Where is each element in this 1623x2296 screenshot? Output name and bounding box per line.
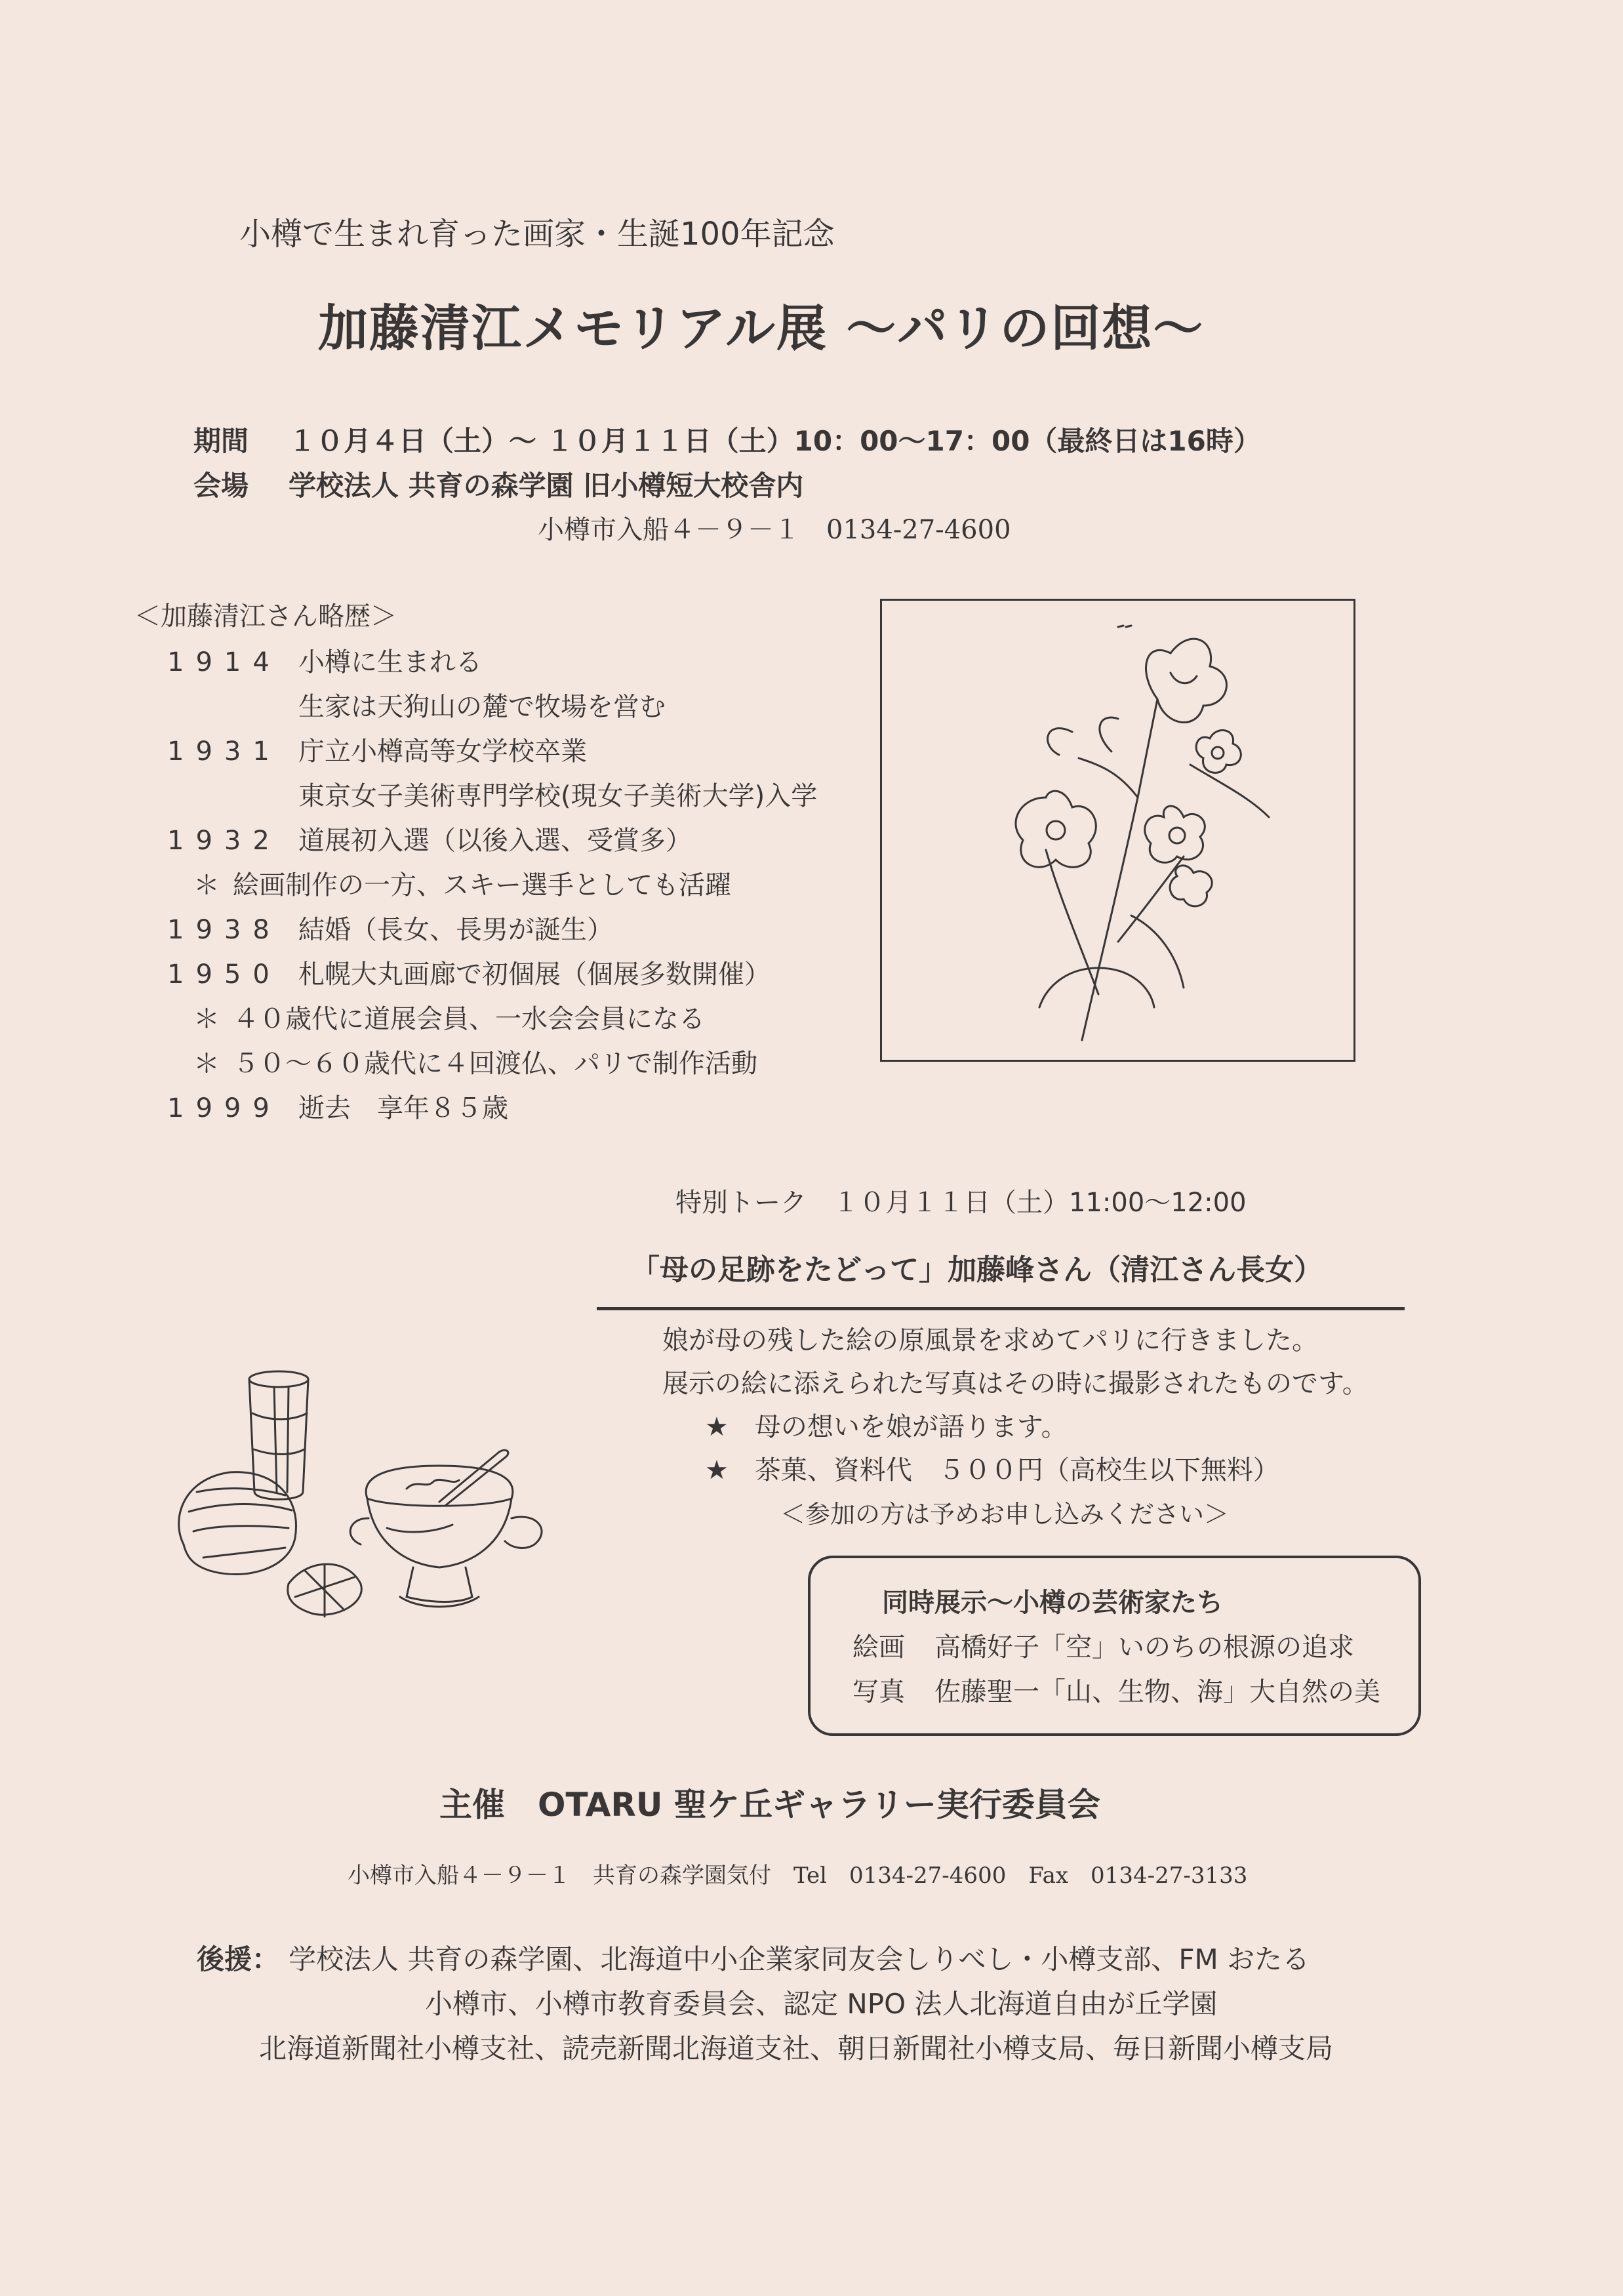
talk-description-1: 娘が母の残した絵の原風景を求めてパリに行きました。 — [662, 1325, 1318, 1356]
concurrent-painting-row — [852, 1626, 1354, 1664]
bio-year: 1938 — [167, 915, 281, 945]
bio-year: 1950 — [167, 959, 281, 990]
venue-label: 会場 — [193, 470, 249, 502]
photo-label: 写真 — [852, 1677, 905, 1707]
support-line-2: 小樽市、小樽市教育委員会、認定 NPO 法人北海道自由が丘学園 — [425, 1988, 1218, 2020]
period-label: 期間 — [193, 425, 249, 457]
bio-row — [193, 1043, 757, 1080]
bio-text: 結婚（長女、長男が誕生） — [298, 915, 613, 945]
bio-row — [167, 1087, 508, 1125]
biography-heading: ＜加藤清江さん略歴＞ — [134, 601, 397, 632]
bio-row — [167, 954, 771, 991]
bio-year: 1914 — [167, 647, 281, 677]
bio-text: 逝去 享年８５歳 — [298, 1093, 508, 1123]
bio-text: 小樽に生まれる — [298, 647, 482, 677]
support-label: 後援： — [197, 1943, 280, 1975]
bio-text: 生家は天狗山の麓で牧場を営む — [298, 692, 666, 722]
bio-text: 札幌大丸画廊で初個展（個展多数開催） — [298, 959, 771, 990]
concurrent-exhibition-title: 同時展示～小樽の芸術家たち — [882, 1588, 1223, 1618]
bio-year: 1931 — [167, 736, 281, 767]
talk-divider — [597, 1307, 1405, 1310]
bio-star: ＊ — [193, 1049, 220, 1079]
bio-row — [167, 909, 613, 946]
bio-text: 庁立小樽高等女学校卒業 — [298, 736, 587, 767]
bio-row — [298, 686, 666, 723]
talk-point-1: ★ 母の想いを娘が語ります。 — [705, 1412, 1068, 1442]
bio-row — [193, 998, 705, 1036]
period-value: １０月４日（土）～ １０月１１日（土）10：00～17：00（最終日は16時） — [289, 425, 1261, 457]
talk-description-2: 展示の絵に添えられた写真はその時に撮影されたものです。 — [662, 1369, 1369, 1399]
organizer-title: 主催 OTARU 聖ケ丘ギャラリー実行委員会 — [439, 1786, 1100, 1824]
photo-artist: 佐藤聖一「山、生物、海」大自然の美 — [934, 1677, 1380, 1707]
concurrent-photo-row — [852, 1671, 1380, 1708]
bio-text: 東京女子美術専門学校(現女子美術大学)入学 — [298, 781, 818, 811]
venue-address: 小樽市入船４－９－１ 0134-27-4600 — [538, 515, 1011, 545]
registration-note: ＜参加の方は予めお申し込みください＞ — [780, 1500, 1230, 1529]
bio-year: 1932 — [167, 826, 281, 856]
bio-year: 1999 — [167, 1093, 281, 1123]
support-line-3: 北海道新聞社小樽支社、読売新聞北海道支社、朝日新聞社小樽支局、毎日新聞小樽支局 — [259, 2032, 1334, 2064]
event-title: 加藤清江メモリアル展 ～パリの回想～ — [318, 299, 1205, 357]
special-talk-title: 「母の足跡をたどって」加藤峰さん（清江さん長女） — [631, 1253, 1323, 1287]
bio-text: ４０歳代に道展会員、一水会会員になる — [233, 1004, 705, 1034]
bio-row — [298, 775, 817, 813]
bio-row — [167, 820, 692, 857]
bio-text: ５０～６０歳代に４回渡仏、パリで制作活動 — [233, 1049, 757, 1079]
talk-point-2: ★ 茶菓、資料代 ５００円（高校生以下無料） — [705, 1455, 1279, 1485]
bio-row — [167, 731, 587, 768]
bio-row — [193, 864, 731, 902]
flower-sketch-illustration — [882, 601, 1353, 1060]
flower-sketch-frame — [880, 599, 1355, 1062]
painting-label: 絵画 — [852, 1632, 905, 1662]
organizer-address: 小樽市入船４－９－１ 共育の森学園気付 Tel 0134-27-4600 Fax 0134-27-3133 — [348, 1863, 1248, 1889]
bio-star: ＊ — [193, 1004, 220, 1034]
still-life-sketch-illustration — [157, 1361, 682, 1649]
bio-text: 道展初入選（以後入選、受賞多） — [298, 826, 692, 856]
support-line-1: 学校法人 共育の森学園、北海道中小企業家同友会しりべし・小樽支部、FM おたる — [289, 1943, 1310, 1975]
special-talk-schedule: 特別トーク １０月１１日（土）11:00～12:00 — [675, 1188, 1247, 1218]
bio-text: 絵画制作の一方、スキー選手としても活躍 — [233, 870, 731, 900]
bio-row — [167, 641, 482, 679]
painting-artist: 高橋好子「空」いのちの根源の追求 — [934, 1632, 1354, 1662]
bio-star: ＊ — [193, 870, 220, 900]
venue-value: 学校法人 共育の森学園 旧小樽短大校舎内 — [289, 470, 804, 502]
event-subtitle: 小樽で生まれ育った画家・生誕100年記念 — [239, 216, 835, 252]
